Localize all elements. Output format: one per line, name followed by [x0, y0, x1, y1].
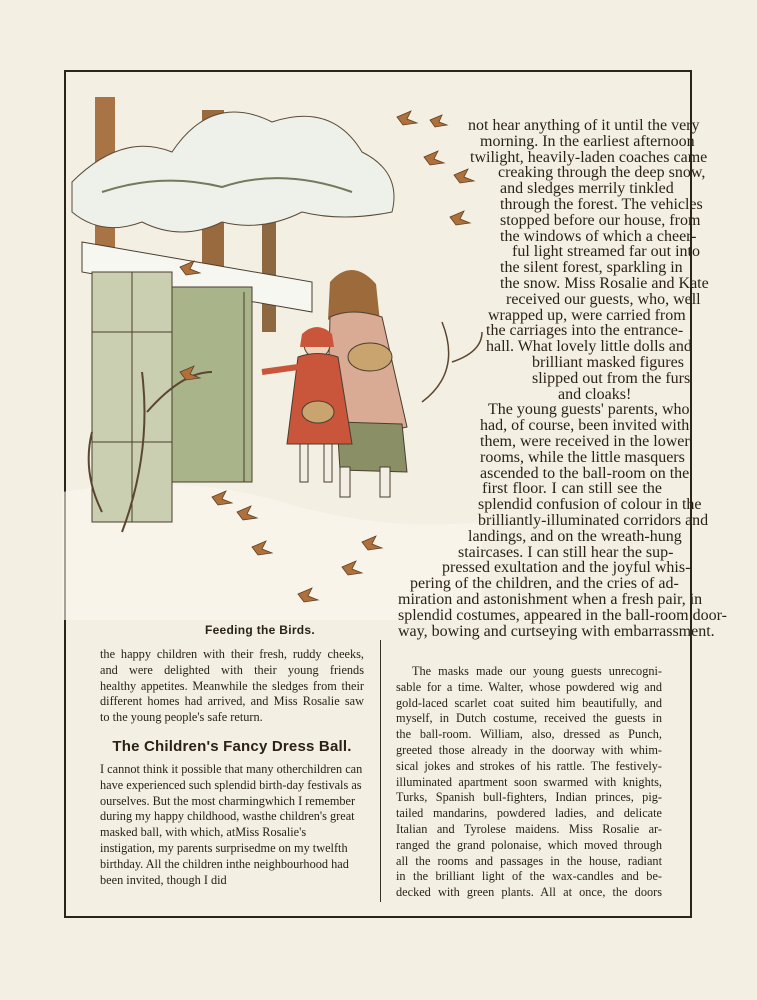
text-line: Miss Rosalie's instigation, my parents surprised [100, 825, 307, 855]
text-line: the ball-room. William, also, dressed as Punch, [396, 727, 662, 742]
text-line: and cloaks! [558, 385, 632, 403]
text-line: staircases. I can still hear the sup- [458, 543, 674, 561]
feeding-birds-illustration [62, 72, 482, 620]
text-line: and sledges merrily tinkled [500, 180, 674, 198]
text-line: stopped before our house, from [500, 211, 701, 229]
text-line: pering of the children, and the cries of ad- [410, 575, 679, 593]
column-divider [380, 640, 381, 902]
text-line: gold-laced scarlet coat suited him beautifully, and [396, 695, 662, 710]
text-line: sical jokes and strokes of his rattle. The festively- [396, 758, 662, 773]
text-line: landings, and on the wreath-hung [468, 527, 682, 545]
text-line: which I remember during my happy childhood, was [100, 793, 356, 824]
text-line: different homes had arrived, and Miss Rosalie saw [100, 694, 364, 709]
text-line: had, of course, been invited with [480, 417, 690, 435]
text-line: healthy appetites. Meanwhile the sledges from their [100, 678, 364, 693]
text-line: twilight, heavily-laden coaches came [470, 148, 708, 166]
text-line: the happy children with their fresh, ruddy cheeks, [100, 647, 364, 661]
text-line: wrapped up, were carried from [488, 306, 686, 324]
right-column-bottom [396, 664, 662, 901]
text-line: illuminated apartment soon swarmed with knights, [396, 774, 662, 789]
text-line: tailed mandarins, powdered ladies, and delicate [396, 806, 662, 821]
text-line: Italian and Tyrolese maidens. Miss Rosalie ar- [396, 821, 662, 836]
text-line: me on my twelfth birthday. All the children in [100, 840, 348, 871]
text-line: the children's great masked ball, with which, at [100, 809, 355, 840]
text-line: brilliantly-illuminated corridors and [478, 512, 709, 529]
text-line: to the young people's safe return. [100, 710, 263, 725]
text-line: the neighbourhood had been invited, though I did [100, 856, 349, 887]
text-line: the windows of which a cheer- [500, 227, 697, 245]
text-line: splendid confusion of colour in the [478, 496, 702, 514]
text-line: received our guests, who, well [506, 290, 701, 308]
text-line: hall. What lovely little dolls and [486, 338, 692, 356]
text-line: ranged the grand polonaise, which moved through [396, 837, 662, 852]
left-column-top [100, 647, 364, 726]
text-line: slipped out from the furs [532, 369, 691, 387]
text-line: way, bowing and curtseying with embarrassment. [398, 622, 715, 640]
text-line: myself, in Dutch costume, received the guests in [396, 711, 662, 726]
text-line: I cannot think it possible that many other [100, 762, 302, 776]
text-line: first floor. I can still see the [482, 480, 662, 498]
text-line: rooms, while the little masquers [480, 448, 685, 466]
text-line: splendid costumes, appeared in the ball-room door- [398, 606, 727, 624]
text-line: morning. In the earliest afternoon [480, 132, 695, 150]
text-line: The masks made our young guests unrecogni- [412, 664, 662, 678]
text-line: the carriages into the entrance- [486, 322, 684, 340]
text-line: Turks, Spanish bull-fighters, Indian princes, pig- [396, 790, 662, 805]
text-line: all the rooms and passages in the house, radiant [396, 853, 662, 868]
text-line: the snow. Miss Rosalie and Kate [500, 275, 709, 292]
text-line: them, were received in the lower [480, 433, 690, 450]
text-line: in the brilliant light of the wax-candles and be- [396, 869, 662, 884]
text-line: decked with green plants. All at once, the doors [396, 885, 662, 900]
text-line: through the forest. The vehicles [500, 196, 703, 213]
text-line: and were delighted with their young friends [100, 662, 364, 677]
left-column-bottom [100, 762, 364, 888]
text-line: children can have experienced such splendid birth- [100, 762, 363, 792]
text-line: miration and astonishment when a fresh pair, in [398, 591, 703, 608]
text-line: pressed exultation and the joyful whis- [442, 559, 691, 577]
text-line: The young guests' parents, who [488, 401, 690, 419]
text-line: the silent forest, sparkling in [500, 259, 683, 277]
section-heading: The Children's Fancy Dress Ball. [112, 738, 352, 755]
text-line: day festivals as ourselves. But the most charming [100, 777, 362, 808]
illustration-caption: Feeding the Birds. [204, 623, 316, 637]
text-line: sable for a time. Walter, whose powdered wig and [396, 679, 662, 694]
text-line: brilliant masked figures [532, 354, 684, 371]
text-line: creaking through the deep snow, [498, 164, 706, 182]
text-line: not hear anything of it until the very [468, 117, 700, 134]
text-line: greeted those already in the doorway with whim- [396, 742, 662, 757]
basket [348, 343, 392, 371]
text-line: ful light streamed far out into [512, 243, 700, 261]
text-line: ascended to the ball-room on the [480, 464, 690, 482]
